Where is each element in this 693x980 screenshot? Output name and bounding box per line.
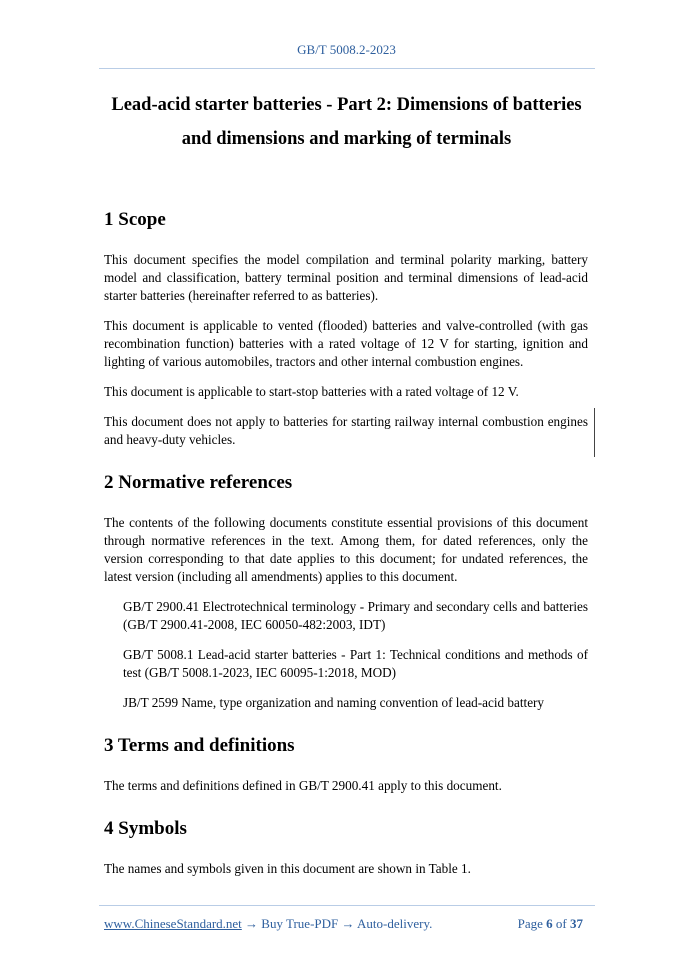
- of-label: of: [555, 916, 567, 931]
- page-label: Page: [517, 916, 543, 931]
- footer-links: [104, 916, 432, 932]
- site-link[interactable]: www.ChineseStandard.net: [104, 916, 242, 931]
- title-line-2: and dimensions and marking of terminals: [181, 129, 512, 149]
- symbols-paragraph: The names and symbols given in this document are shown in Table 1.: [104, 861, 471, 876]
- scope-paragraph: This document specifies the model compilation and terminal polarity marking, battery model and classification, battery terminal position and terminal dimensions of lead-acid starter batteries (hereinafter referred to as batteries).: [104, 252, 588, 303]
- normative-reference-item: GB/T 2900.41 Electrotechnical terminology - Primary and secondary cells and batteries (GB/T 2900.41-2008, IEC 60050-482:2003, IDT): [123, 599, 588, 632]
- scope-paragraph: This document does not apply to batteries for starting railway internal combustion engines and heavy-duty vehicles.: [104, 414, 588, 447]
- section-heading-symbols: 4 Symbols: [104, 818, 187, 839]
- change-bar: [594, 408, 595, 457]
- title-line-1: Lead-acid starter batteries - Part 2: Dimensions of batteries: [111, 95, 582, 115]
- header-divider: [99, 68, 595, 69]
- scope-paragraph: This document is applicable to start-stop batteries with a rated voltage of 12 V.: [104, 384, 519, 399]
- footer-divider: [99, 905, 595, 906]
- document-body: [104, 205, 588, 878]
- buy-pdf-link[interactable]: Buy True-PDF: [261, 916, 339, 931]
- terms-paragraph: The terms and definitions defined in GB/T 2900.41 apply to this document.: [104, 778, 502, 793]
- scope-paragraph: This document is applicable to vented (flooded) batteries and valve-controlled (with gas recombination function) batteries with a rated voltage of 12 V for starting, ignition and lighting of various automobiles, tractors and other internal combustion engines.: [104, 318, 588, 369]
- arrow-right-icon: →: [341, 916, 355, 931]
- document-title: [88, 88, 605, 156]
- page-indicator: [518, 916, 583, 932]
- section-heading-scope: 1 Scope: [104, 209, 166, 230]
- current-page-number: 6: [546, 916, 553, 931]
- arrow-right-icon: →: [245, 916, 259, 931]
- total-pages: 37: [570, 916, 583, 931]
- page-header: GB/T 5008.2-2023: [297, 42, 396, 57]
- normative-intro: The contents of the following documents constitute essential provisions of this document through normative references in the text. Among them, for dated references, only the version corresponding to that date applies to this document; for undated references, the latest version (including all amendments) applies to this document.: [104, 515, 588, 584]
- section-heading-terms: 3 Terms and definitions: [104, 735, 295, 756]
- section-heading-normative-references: 2 Normative references: [104, 472, 293, 493]
- normative-reference-item: GB/T 5008.1 Lead-acid starter batteries - Part 1: Technical conditions and methods of test (GB/T 5008.1-2023, IEC 60095-1:2018, MOD): [123, 647, 588, 680]
- normative-reference-item: JB/T 2599 Name, type organization and naming convention of lead-acid battery: [123, 695, 545, 710]
- auto-delivery-text: Auto-delivery.: [357, 916, 433, 931]
